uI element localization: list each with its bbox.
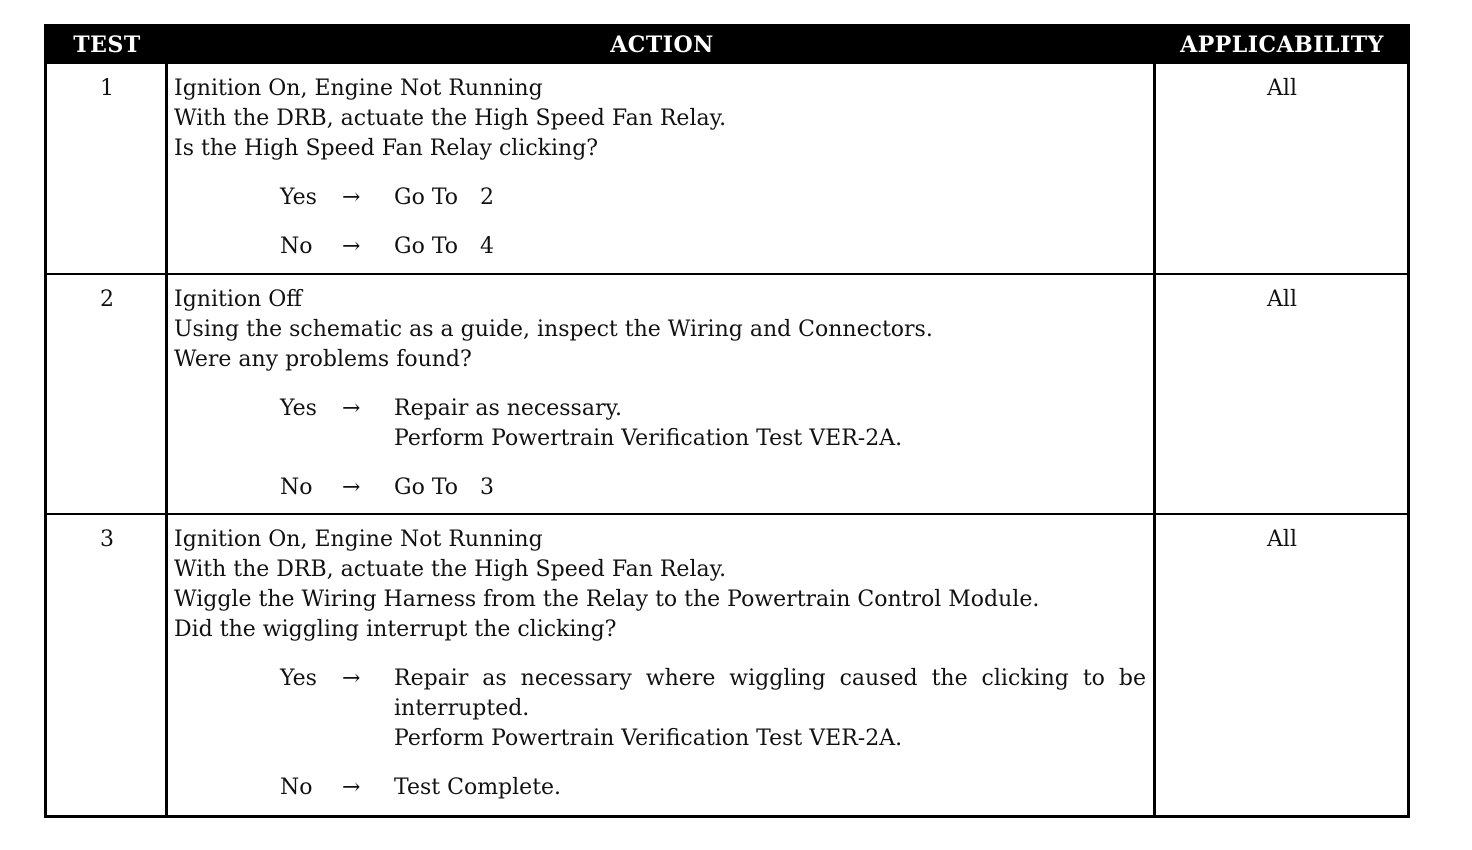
instruction-line: Ignition On, Engine Not Running <box>174 76 543 101</box>
answer-yes <box>174 394 1146 454</box>
answer-no <box>174 773 1146 803</box>
column-divider <box>1153 64 1156 815</box>
instruction-line: Wiggle the Wiring Harness from the Relay to the Powertrain Control Module. <box>174 587 1040 612</box>
answer-result: Go To <box>394 185 459 210</box>
instruction-line: Ignition On, Engine Not Running <box>174 527 543 552</box>
header-applicability: APPLICABILITY <box>1180 32 1384 58</box>
header-test: TEST <box>73 32 141 58</box>
arrow-icon: → <box>342 475 361 500</box>
applicability-value: All <box>1267 527 1297 552</box>
table-row <box>174 525 1146 803</box>
table-header <box>47 27 1407 64</box>
arrow-icon: → <box>342 234 361 259</box>
answer-yes <box>174 664 1146 754</box>
row-divider <box>47 513 1407 515</box>
answer-label: No <box>280 234 313 259</box>
table-row <box>174 285 1146 503</box>
answer-label: No <box>280 775 313 800</box>
arrow-icon: → <box>342 396 361 421</box>
applicability-value: All <box>1267 287 1297 312</box>
instruction-line: With the DRB, actuate the High Speed Fan Relay. <box>174 557 727 582</box>
instruction-line: Using the schematic as a guide, inspect the Wiring and Connectors. <box>174 317 933 342</box>
answer-label: Yes <box>280 666 317 691</box>
instruction-line: With the DRB, actuate the High Speed Fan Relay. <box>174 106 727 131</box>
test-number: 1 <box>100 76 114 101</box>
answer-result: Perform Powertrain Verification Test VER-2A. <box>394 426 903 451</box>
answer-result: Repair as necessary where wiggling caused the clicking to be <box>394 666 1146 691</box>
arrow-icon: → <box>342 666 361 691</box>
answer-yes <box>174 183 1146 213</box>
answer-result: Test Complete. <box>394 775 562 800</box>
applicability-value: All <box>1267 76 1297 101</box>
arrow-icon: → <box>342 775 361 800</box>
goto-test-number: 2 <box>480 185 495 210</box>
arrow-icon: → <box>342 185 361 210</box>
goto-test-number: 4 <box>480 234 495 259</box>
instruction-line: Ignition Off <box>174 287 302 312</box>
answer-result: interrupted. <box>394 696 530 721</box>
column-divider <box>165 64 168 815</box>
row-divider <box>47 273 1407 275</box>
answer-no <box>174 473 1146 503</box>
answer-label: No <box>280 475 313 500</box>
diagnostic-test-table <box>44 24 1410 818</box>
answer-label: Yes <box>280 396 317 421</box>
table-row <box>174 74 1146 262</box>
answer-result: Go To <box>394 234 459 259</box>
question-line: Were any problems found? <box>174 347 472 372</box>
test-number: 2 <box>100 287 114 312</box>
answer-result: Repair as necessary. <box>394 396 622 421</box>
test-number: 3 <box>100 527 114 552</box>
answer-label: Yes <box>280 185 317 210</box>
answer-result: Perform Powertrain Verification Test VER-2A. <box>394 726 903 751</box>
answer-result: Go To <box>394 475 459 500</box>
question-line: Is the High Speed Fan Relay clicking? <box>174 136 599 161</box>
answer-no <box>174 232 1146 262</box>
question-line: Did the wiggling interrupt the clicking? <box>174 617 617 642</box>
goto-test-number: 3 <box>480 475 495 500</box>
header-action: ACTION <box>610 32 714 58</box>
